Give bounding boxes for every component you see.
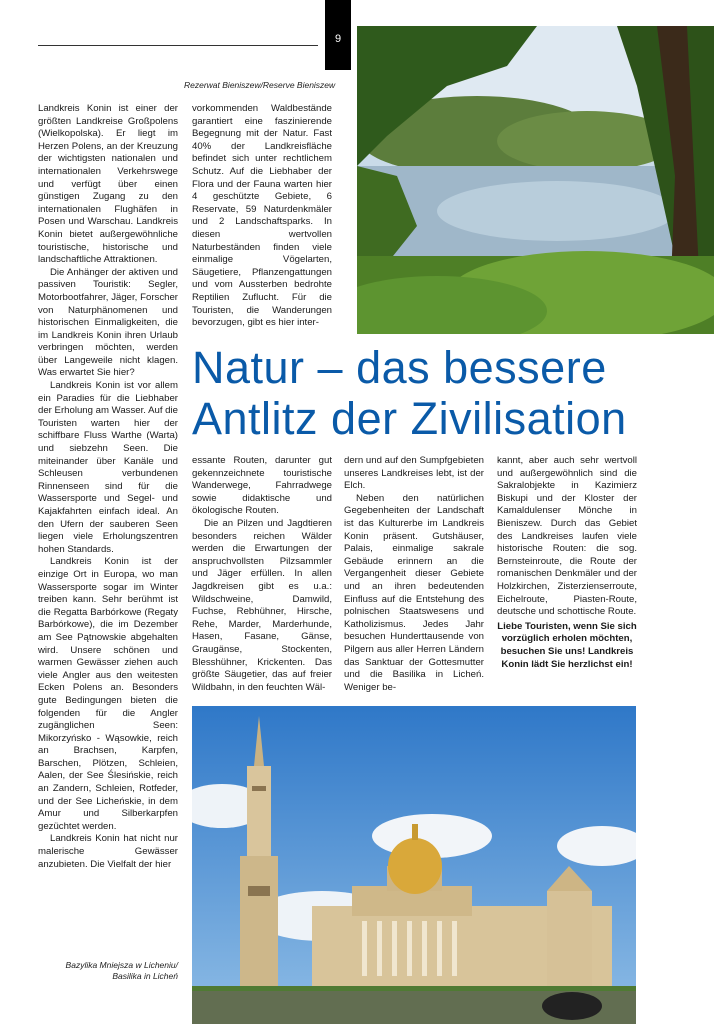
reserve-photo bbox=[357, 26, 714, 334]
basilica-caption-line-2: Basilika in Licheń bbox=[112, 971, 178, 981]
paragraph: essante Routen, darunter gut gekennzeichnete touristische Wanderwege, Fahrradwege sowie didaktische und ökologische Routen. bbox=[192, 455, 332, 517]
page-number: 9 bbox=[325, 0, 351, 70]
top-rule bbox=[38, 45, 318, 46]
paragraph: Die Anhänger der aktiven und passiven Touristik: Segler, Motorbootfahrer, Jäger, Forscher von Naturphänomenen und historischen Einmaligkeiten, die im Landkreis Konin ihren Urlaub verbringen möchten, werden über Langeweile nicht klagen. Was erwartet Sie hier? bbox=[38, 266, 178, 379]
text-column-3 bbox=[344, 455, 484, 694]
paragraph: Landkreis Konin hat nicht nur malerische Gewässer anzubieten. Die Vielfalt der hier bbox=[38, 833, 178, 870]
paragraph: Die an Pilzen und Jagdtieren besonders reichen Wälder werden die Erwartungen der anspruchvollsten Pilzsammler und Jäger erfüllen. In allen Jagdkreisen gibt es u.a.: Wildschweine, Damwild, Fuchse, Rebhühner, Hirsche, Rehe, Marder, Marderhunde, Hasen, Fasane, Gänse, Graugänse, Stockenten, Blesshühner, Krickenten. Das größte Säugetier, das auf freier Wildbahn, in den feuchten Wäl- bbox=[192, 517, 332, 693]
headline bbox=[192, 342, 642, 444]
headline-line-2: Antlitz der Zivilisation bbox=[192, 393, 627, 444]
paragraph: Landkreis Konin ist einer der größten Landkreise Großpolens (Wielkopolska). Er liegt im Herzen Polens, an der Kreuzung der wichtigsten nationalen und internationalen Verkehrswege und verfügt über einen günstigen Zugang zu den internationalen Flughäfen in Posen und Warschau. Landkreis Konin bietet außergewöhnliche touristische, historische und landschaftliche Attraktionen. bbox=[38, 103, 178, 266]
closing-appeal: Liebe Touristen, wenn Sie sich vorzüglich erholen möchten, besuchen Sie uns! Landkreis Konin lädt Sie herzlichst ein! bbox=[497, 620, 637, 670]
basilica-caption-line-1: Bazylika Mniejsza w Licheniu/ bbox=[65, 960, 178, 970]
text-column-2-bottom bbox=[192, 455, 332, 694]
paragraph: Landkreis Konin ist der einzige Ort in Europa, wo man Wassersporte sogar im Winter treiben kann. Sehr berühmt ist die Regatta Barbórkowe (Regaty Barbórkowe), die im Dezember am See Pątnowskie abgehalten wird. Unsere schönen und warmen Gewässer ziehen auch viele Angler aus den weitesten Ecken Polens an. Besonders gute Bedingungen bieten die folgenden für die Angler zugänglichen Seen: Mikorzyńsko - Wąsowkie, reich an Brachsen, Karpfen, Barschen, Plötzen, Schleien, Aalen, der See Ślesińskie, reich an Zandern, Schleien, Rotfeder, und der See Licheńskie, in dem Amur und Silberkarpfen gezüchtet werden. bbox=[38, 556, 178, 832]
reserve-caption: Rezerwat Bieniszew/Reserve Bieniszew bbox=[184, 80, 336, 90]
paragraph: dern und auf den Sumpfgebieten unseres Landkreises lebt, ist der Elch. bbox=[344, 455, 484, 492]
text-column-4 bbox=[497, 455, 637, 671]
paragraph: Landkreis Konin ist vor allem ein Paradies für die Liebhaber der Erholung am Wasser. Auf die Touristen warten hier der schiffbare Fluss Warthe (Warta) und siebzehn Seen. Die miteinander über Kanäle und Schleusen verbundenen Rinnenseen sind für die Wassersporte und Segel- und Kajakfahrten einfach ideal. An den Ufern der sauberen Seen liegen viele Erholungszentren hohen Standards. bbox=[38, 380, 178, 555]
headline-line-1: Natur – das bessere bbox=[192, 342, 607, 393]
text-column-2-top bbox=[192, 103, 332, 330]
basilica-caption bbox=[60, 960, 178, 982]
basilica-photo bbox=[192, 706, 636, 1024]
paragraph: Neben den natürlichen Gegebenheiten der Landschaft ist das Kulturerbe im Landkreis Konin präsent. Gutshäuser, Palais, einmalige sakrale Gebäude erinnern an die Vergangenheit dieser Gebiete und an ihren bedeutenden Einfluss auf die Entstehung des polnischen Staatswesens und Katholizismus. Jedes Jahr besuchen Hunderttausende von Pilgern aus aller Herren Ländern das Sanktuar der Gottesmutter und die Basilika in Licheń. Weniger be- bbox=[344, 492, 484, 693]
paragraph: kannt, aber auch sehr wertvoll und außergewöhnlich sind die Sakralobjekte in Kazimierz Biskupi und der Kloster der Kamaldulenser Mönche in Bieniszew. Durch das Gebiet des Landkreises laufen viele historische Routen: die sog. Bernsteinroute, die Route der romanischen Denkmäler und der Holzkirchen, Zisterzienserroute, Eichelroute, Piasten-Route, deutsche und schottische Route. bbox=[497, 455, 637, 618]
text-column-1 bbox=[38, 103, 178, 871]
paragraph: vorkommenden Waldbestände garantiert eine faszinierende Begegnung mit der Natur. Fast 40% der Landkreisfläche befindet sich unter rechtlichem Schutz. Auf die Liebhaber der Flora und der Fauna warten hier 4 geschützte Gebiete, 6 Reservate, 59 Naturdenkmäler und 2 Landschaftsparks. In diesen wertvollen Naturbeständen finden viele einmalige Vögelarten, Säugetiere, Pflanzengattungen und vom Aussterben bedrohte Reptilien Zuflucht. Für die Touristen, die Wanderungen bevorzugen, gibt es hier inter- bbox=[192, 103, 332, 329]
